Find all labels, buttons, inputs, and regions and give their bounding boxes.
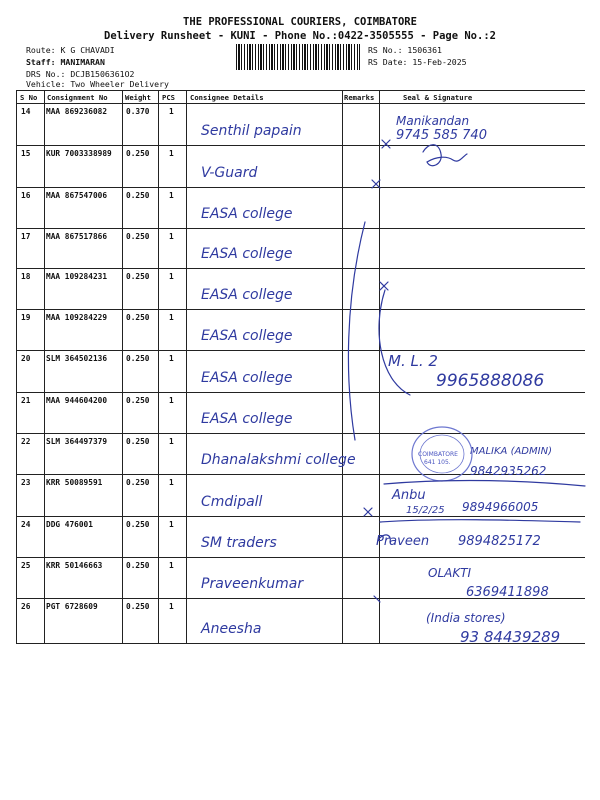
row-17-sno: 17 [21, 232, 31, 241]
row-18-weight: 0.250 [126, 272, 150, 281]
vehicle-label: Vehicle: Two Wheeler Delivery [26, 79, 169, 89]
row-24-consignment: DDG 476001 [46, 520, 93, 529]
row-21-weight: 0.250 [126, 396, 150, 405]
row-14-sno: 14 [21, 107, 31, 116]
row-23-pcs: 1 [169, 478, 174, 487]
row-19-pcs: 1 [169, 313, 174, 322]
signature-phone-20: 9965888086 [436, 371, 545, 391]
signature-phone-23: 9894966005 [462, 500, 539, 514]
row-21-sno: 21 [21, 396, 31, 405]
row-21-consignment: MAA 944604200 [46, 396, 108, 405]
row-17-consignment: MAA 867517866 [46, 232, 108, 241]
row-22-consignee: Dhanalakshmi college [201, 452, 356, 468]
row-14-pcs: 1 [169, 107, 174, 116]
signature-phone-26: 93 84439289 [460, 628, 561, 646]
col-pcs: PCS [162, 93, 175, 102]
row-24-sno: 24 [21, 520, 31, 529]
row-19-consignee: EASA college [201, 328, 293, 344]
row-25-sno: 25 [21, 561, 31, 570]
row-22-pcs: 1 [169, 437, 174, 446]
row-16-consignment: MAA 867547006 [46, 191, 108, 200]
runsheet-title: Delivery Runsheet - KUNI - Phone No.:0422-3505555 - Page No.:2 [104, 30, 496, 42]
signature-date-23: 15/2/25 [406, 505, 445, 516]
row-24-weight: 0.250 [126, 520, 150, 529]
stamp-line-2: 641 105. [424, 459, 451, 466]
row-16-weight: 0.250 [126, 191, 150, 200]
signature-name-24: Praveen [376, 534, 430, 549]
row-15-sno: 15 [21, 149, 31, 158]
row-15-weight: 0.250 [126, 149, 150, 158]
row-23-weight: 0.250 [126, 478, 150, 487]
row-20-consignment: SLM 364502136 [46, 354, 108, 363]
row-19-sno: 19 [21, 313, 31, 322]
row-23-consignee: Cmdipall [201, 494, 263, 510]
staff-label: Staff: MANIMARAN [26, 57, 105, 67]
row-15-consignment: KUR 7003338989 [46, 149, 112, 158]
col-remarks: Remarks [344, 93, 375, 102]
drs-label: DRS No.: DCJB1506361O2 [26, 69, 135, 79]
signature-phone-22: 9842935262 [470, 464, 547, 478]
row-17-weight: 0.250 [126, 232, 150, 241]
row-22-weight: 0.250 [126, 437, 150, 446]
row-14-consignment: MAA 869236082 [46, 107, 108, 116]
row-14-weight: 0.370 [126, 107, 150, 116]
row-20-consignee: EASA college [201, 370, 293, 386]
col-consignee: Consignee Details [190, 93, 264, 102]
row-19-consignment: MAA 109284229 [46, 313, 108, 322]
stamp-line-1: COIMBATORE [418, 451, 458, 458]
row-26-consignment: PGT 6728609 [46, 602, 98, 611]
signature-name-26: (India stores) [426, 611, 506, 625]
signature-name-22: MALIKA (ADMIN) [470, 446, 552, 457]
signature-phone-25: 6369411898 [466, 585, 549, 600]
row-17-consignee: EASA college [201, 246, 293, 262]
col-signature: Seal & Signature [403, 93, 473, 102]
col-weight: Weight [125, 93, 151, 102]
row-21-pcs: 1 [169, 396, 174, 405]
rs-date: RS Date: 15-Feb-2025 [368, 57, 467, 67]
row-24-pcs: 1 [169, 520, 174, 529]
row-20-pcs: 1 [169, 354, 174, 363]
row-20-sno: 20 [21, 354, 31, 363]
row-18-pcs: 1 [169, 272, 174, 281]
signature-name-25: OLAKTI [428, 566, 472, 580]
row-22-sno: 22 [21, 437, 31, 446]
row-21-consignee: EASA college [201, 411, 293, 427]
row-25-consignment: KRR 50146663 [46, 561, 103, 570]
row-14-consignee: Senthil papain [201, 123, 302, 139]
row-26-sno: 26 [21, 602, 31, 611]
col-consignment: Consignment No [47, 93, 108, 102]
barcode [236, 44, 360, 70]
row-19-weight: 0.250 [126, 313, 150, 322]
row-26-weight: 0.250 [126, 602, 150, 611]
signature-phone-14: 9745 585 740 [396, 128, 487, 143]
row-18-sno: 18 [21, 272, 31, 281]
row-16-sno: 16 [21, 191, 31, 200]
row-25-consignee: Praveenkumar [201, 576, 304, 592]
row-15-consignee: V-Guard [201, 165, 258, 181]
signature-name-23: Anbu [392, 488, 426, 503]
col-sno: S No [20, 93, 38, 102]
row-26-pcs: 1 [169, 602, 174, 611]
signature-phone-24: 9894825172 [458, 534, 541, 549]
row-16-pcs: 1 [169, 191, 174, 200]
row-23-sno: 23 [21, 478, 31, 487]
row-16-consignee: EASA college [201, 206, 293, 222]
row-18-consignee: EASA college [201, 287, 293, 303]
row-25-weight: 0.250 [126, 561, 150, 570]
row-22-consignment: SLM 364497379 [46, 437, 108, 446]
runsheet-table [16, 90, 585, 644]
row-18-consignment: MAA 109284231 [46, 272, 108, 281]
row-15-pcs: 1 [169, 149, 174, 158]
rs-number: RS No.: 1506361 [368, 45, 442, 55]
row-26-consignee: Aneesha [201, 621, 262, 637]
row-23-consignment: KRR 50089591 [46, 478, 103, 487]
signature-name-20: M. L. 2 [388, 352, 438, 370]
signature-name-14: Manikandan [396, 114, 470, 128]
row-17-pcs: 1 [169, 232, 174, 241]
row-24-consignee: SM traders [201, 535, 277, 551]
company-title: THE PROFESSIONAL COURIERS, COIMBATORE [183, 16, 417, 28]
row-25-pcs: 1 [169, 561, 174, 570]
route-label: Route: K G CHAVADI [26, 45, 115, 55]
row-20-weight: 0.250 [126, 354, 150, 363]
